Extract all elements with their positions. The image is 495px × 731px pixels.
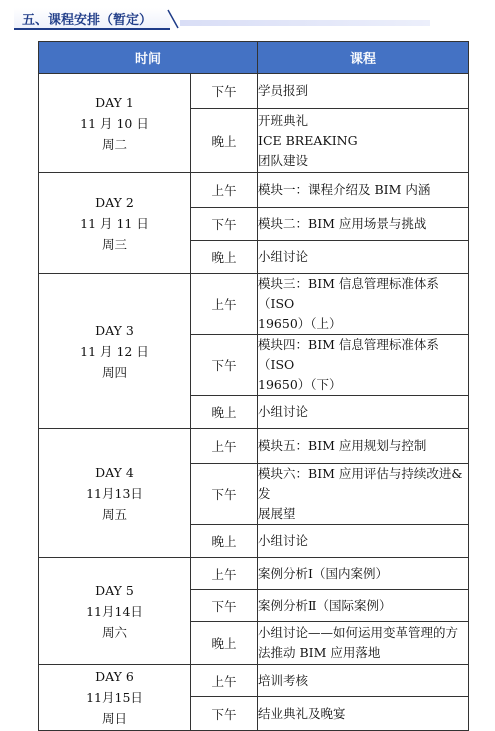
day-weekday: 周二: [101, 136, 127, 152]
course-line: 结业典礼及晚宴: [258, 705, 346, 721]
time-slot-cell: 晚上: [191, 396, 258, 429]
day-date: 11月14日: [86, 603, 143, 619]
course-line: 展展望: [258, 506, 296, 521]
day-day: DAY 2: [95, 194, 134, 210]
schedule-table: [38, 41, 469, 731]
course-cell: [258, 109, 469, 173]
course-line: 学员报到: [258, 83, 309, 98]
schedule-header-row: [39, 42, 469, 74]
section-heading-label: 五、课程安排（暂定）: [14, 8, 170, 30]
course-cell: [258, 558, 469, 590]
table-row: [39, 558, 469, 590]
time-slot-cell: 下午: [191, 208, 258, 241]
course-cell: [258, 697, 469, 731]
course-line: 模块三：BIM 信息管理标准体系（ISO: [258, 276, 439, 311]
day-weekday: 周六: [101, 624, 127, 640]
time-slot-cell: 上午: [191, 665, 258, 697]
header-course: 课程: [258, 42, 469, 74]
day-weekday: 周日: [101, 711, 127, 726]
course-cell: [258, 590, 469, 622]
course-cell: [258, 665, 469, 697]
course-line: 法推动 BIM 应用落地: [258, 645, 381, 660]
course-line: 19650）（上）: [258, 316, 342, 331]
course-line: 案例分析Ⅱ（国际案例）: [258, 597, 392, 613]
time-slot-cell: 晚上: [191, 622, 258, 665]
course-cell: [258, 429, 469, 464]
course-line: 小组讨论: [258, 249, 309, 264]
table-row: [39, 274, 469, 335]
day-date: 11 月 10 日: [80, 115, 149, 131]
heading-bar-decoration: [180, 20, 430, 26]
table-row: [39, 173, 469, 208]
day-date: 11月15日: [86, 690, 143, 705]
day-cell: [39, 665, 191, 731]
course-line: ICE BREAKING: [258, 132, 358, 148]
course-cell: [258, 274, 469, 335]
day-cell: [39, 429, 191, 558]
course-cell: [258, 173, 469, 208]
time-slot-cell: 晚上: [191, 525, 258, 558]
course-line: 模块一：课程介绍及 BIM 内涵: [258, 182, 431, 197]
day-weekday: 周五: [101, 506, 127, 522]
header-time: 时间: [39, 42, 258, 74]
day-day: DAY 4: [95, 464, 134, 480]
table-row: [39, 74, 469, 109]
course-line: 小组讨论: [258, 533, 309, 548]
course-line: 小组讨论: [258, 404, 309, 419]
time-slot-cell: 上午: [191, 274, 258, 335]
course-cell: [258, 241, 469, 274]
course-line: 模块五：BIM 应用规划与控制: [258, 438, 427, 453]
day-weekday: 周四: [101, 364, 127, 380]
time-slot-cell: 上午: [191, 429, 258, 464]
day-date: 11月13日: [86, 485, 143, 501]
time-slot-cell: 晚上: [191, 109, 258, 173]
day-date: 11 月 11 日: [80, 215, 149, 231]
course-cell: [258, 464, 469, 525]
time-slot-cell: 下午: [191, 590, 258, 622]
time-slot-cell: 晚上: [191, 241, 258, 274]
time-slot-cell: 下午: [191, 697, 258, 731]
day-day: DAY 5: [95, 582, 134, 598]
section-heading: [14, 8, 430, 30]
course-line: 开班典礼: [258, 112, 309, 128]
day-day: DAY 3: [95, 322, 134, 338]
day-day: DAY 6: [95, 669, 134, 684]
day-date: 11 月 12 日: [80, 343, 149, 359]
time-slot-cell: 下午: [191, 335, 258, 396]
time-slot-cell: 上午: [191, 558, 258, 590]
course-cell: [258, 74, 469, 109]
day-weekday: 周三: [101, 236, 127, 252]
course-line: 团队建设: [258, 152, 309, 168]
table-row: [39, 665, 469, 697]
course-line: 案例分析Ⅰ（国内案例）: [258, 565, 388, 581]
schedule-body: [39, 74, 469, 731]
heading-slash-decoration: [164, 8, 184, 30]
course-line: 模块六：BIM 应用评估与持续改进&发: [258, 466, 463, 501]
time-slot-cell: 下午: [191, 74, 258, 109]
course-line: 模块四：BIM 信息管理标准体系（ISO: [258, 337, 439, 372]
course-line: 培训考核: [258, 672, 309, 688]
time-slot-cell: 上午: [191, 173, 258, 208]
day-cell: [39, 173, 191, 274]
table-row: [39, 429, 469, 464]
day-cell: [39, 558, 191, 665]
time-slot-cell: 下午: [191, 464, 258, 525]
course-cell: [258, 525, 469, 558]
course-cell: [258, 335, 469, 396]
course-cell: [258, 396, 469, 429]
course-line: 小组讨论——如何运用变革管理的方: [258, 625, 459, 640]
course-cell: [258, 622, 469, 665]
day-cell: [39, 74, 191, 173]
day-day: DAY 1: [95, 94, 134, 110]
course-line: 19650）（下）: [258, 377, 342, 392]
course-cell: [258, 208, 469, 241]
day-cell: [39, 274, 191, 429]
course-line: 模块二：BIM 应用场景与挑战: [258, 216, 427, 231]
